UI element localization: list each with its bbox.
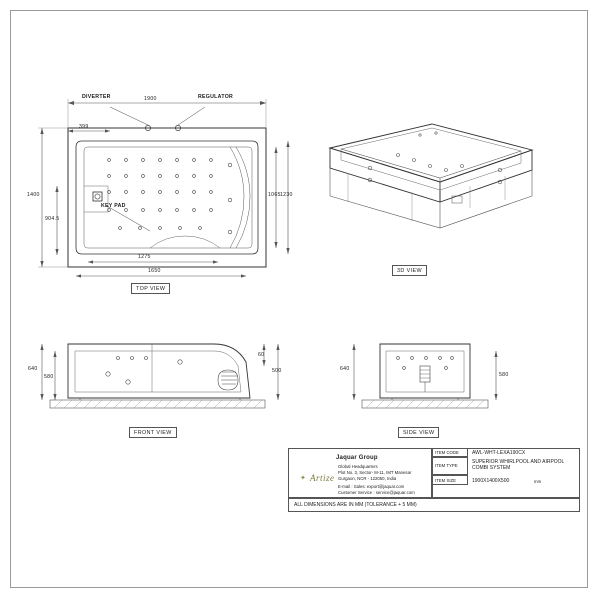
dim-1065: 1065	[268, 192, 281, 198]
brand-name: Artize	[310, 473, 335, 483]
address-line-5: Customer Service : service@jaquar.com	[338, 490, 415, 495]
tolerance-note: ALL DIMENSIONS ARE IN MM (TOLERANCE + 5 MM)	[294, 502, 417, 508]
brand-logo-mark: ✦	[300, 475, 306, 482]
dim-1230: 1230	[280, 192, 293, 198]
view-label-3d: 3D VIEW	[392, 265, 427, 276]
dim-1275: 1275	[138, 254, 151, 260]
dim-front-60: 60	[258, 352, 265, 358]
view-label-top: TOP VIEW	[131, 283, 170, 294]
field-key-item-size: ITEM SIZE	[435, 478, 457, 483]
dim-front-500: 500	[272, 368, 282, 374]
dim-399: 399	[79, 124, 89, 130]
address-line-4: E-mail : Sales: export@jaquar.com	[338, 484, 405, 489]
dim-side-580: 580	[499, 372, 509, 378]
field-value-item-size: 1900X1400X500	[472, 478, 510, 484]
dim-side-640: 640	[340, 366, 350, 372]
label-keypad: KEY PAD	[101, 203, 126, 209]
field-unit-item-size: mm	[534, 479, 542, 484]
field-value-item-type: SUPERIOR WHIRLPOOL AND AIRPOOL COMBI SYSTEM	[472, 459, 565, 471]
dim-1900: 1900	[144, 96, 157, 102]
dim-1400: 1400	[27, 192, 40, 198]
address-line-2: Plot No. 3, Sector- M-11, IMT Manesar	[338, 470, 412, 475]
dim-904-5: 904.5	[45, 216, 60, 222]
company-name: Jaquar Group	[336, 455, 378, 461]
dim-1650: 1650	[148, 268, 161, 274]
label-regulator: REGULATOR	[198, 94, 234, 100]
label-diverter: DIVERTER	[82, 94, 111, 100]
field-key-item-code: ITEM CODE	[435, 450, 459, 455]
field-key-item-type: ITEM TYPE	[435, 463, 458, 468]
field-value-item-code: AWL-WHT-LEXA190CX	[472, 450, 526, 456]
address-line-3: Gurgaon, NCR - 122050, India	[338, 476, 397, 481]
address-line-1: Global Headquarters	[338, 464, 378, 469]
view-label-side: SIDE VIEW	[398, 427, 439, 438]
view-label-front: FRONT VIEW	[129, 427, 177, 438]
dim-front-580: 580	[44, 374, 54, 380]
dim-front-640: 640	[28, 366, 38, 372]
